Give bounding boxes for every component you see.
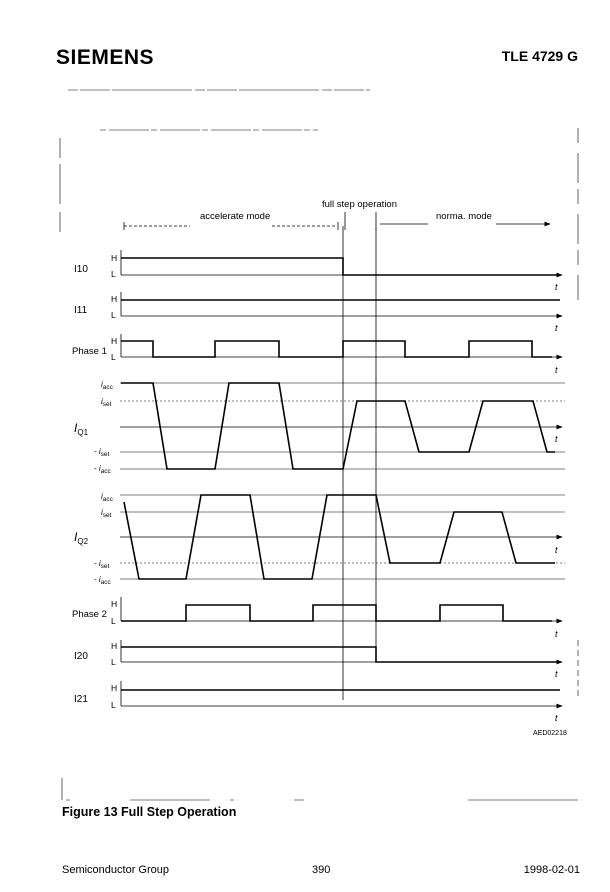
footer-publisher: Semiconductor Group [62,864,169,876]
signal-phase1 [72,334,562,375]
label-i21: I21 [74,694,88,705]
svg-text:H: H [111,294,118,304]
svg-text:t: t [555,713,558,723]
svg-text:L: L [111,700,116,710]
svg-text:L: L [111,352,116,362]
svg-text:H: H [111,641,118,651]
drawing-id: AED02218 [533,730,567,737]
signal-i10 [74,250,562,292]
mode-label-accelerate: accelerate mode [200,211,271,222]
svg-text:iacc: $i_{acc}$ [101,380,113,391]
svg-text:H: H [111,336,118,346]
svg-text:t: t [555,282,558,292]
svg-text:H: H [111,253,118,263]
svg-text:- iacc: - $i_{acc}$ [94,464,111,475]
figure-caption: Figure 13 Full Step Operation [62,805,237,819]
label-i11: I11 [74,305,88,316]
svg-text:t: t [555,669,558,679]
svg-text:H: H [111,599,118,609]
label-phase2: Phase 2 [72,609,107,620]
mode-label-normal: norma. mode [436,211,492,222]
svg-text:iset: $i_{set}$ [101,397,112,408]
label-phase1: Phase 1 [72,346,107,357]
svg-text:H: H [111,683,118,693]
signal-i20 [74,640,562,679]
svg-text:t: t [555,365,558,375]
part-number: TLE 4729 G [501,48,578,64]
signal-i11 [74,292,562,333]
svg-text:t: t [555,323,558,333]
signal-phase2 [72,597,562,639]
svg-text:- iacc: - $i_{acc}$ [94,575,111,586]
svg-text:- iset: - $i_{set}$ [94,559,110,570]
svg-text:t: t [555,629,558,639]
scan-rules [60,90,578,800]
svg-text:IQ1: $I_{Q1}$ [74,421,89,437]
svg-text:t: t [555,434,558,444]
svg-text:L: L [111,269,116,279]
svg-text:iset: $i_{set}$ [101,508,112,519]
signal-iq1 [74,380,565,475]
signal-i21 [74,681,562,723]
label-i20: I20 [74,651,88,662]
svg-text:t: t [555,545,558,555]
svg-text:- iset: - $i_{set}$ [94,447,110,458]
footer-date: 1998-02-01 [523,864,580,876]
siemens-logo: SIEMENS [56,46,155,69]
signal-iq2 [74,492,565,586]
label-i10: I10 [74,264,88,275]
svg-text:IQ2: $I_{Q2}$ [74,530,89,546]
svg-text:L: L [111,657,116,667]
svg-text:iacc: $i_{acc}$ [101,492,113,503]
footer-page-number: 390 [312,864,331,876]
svg-text:L: L [111,310,116,320]
mode-label-full-step: full step operation [322,199,397,210]
svg-text:L: L [111,616,116,626]
